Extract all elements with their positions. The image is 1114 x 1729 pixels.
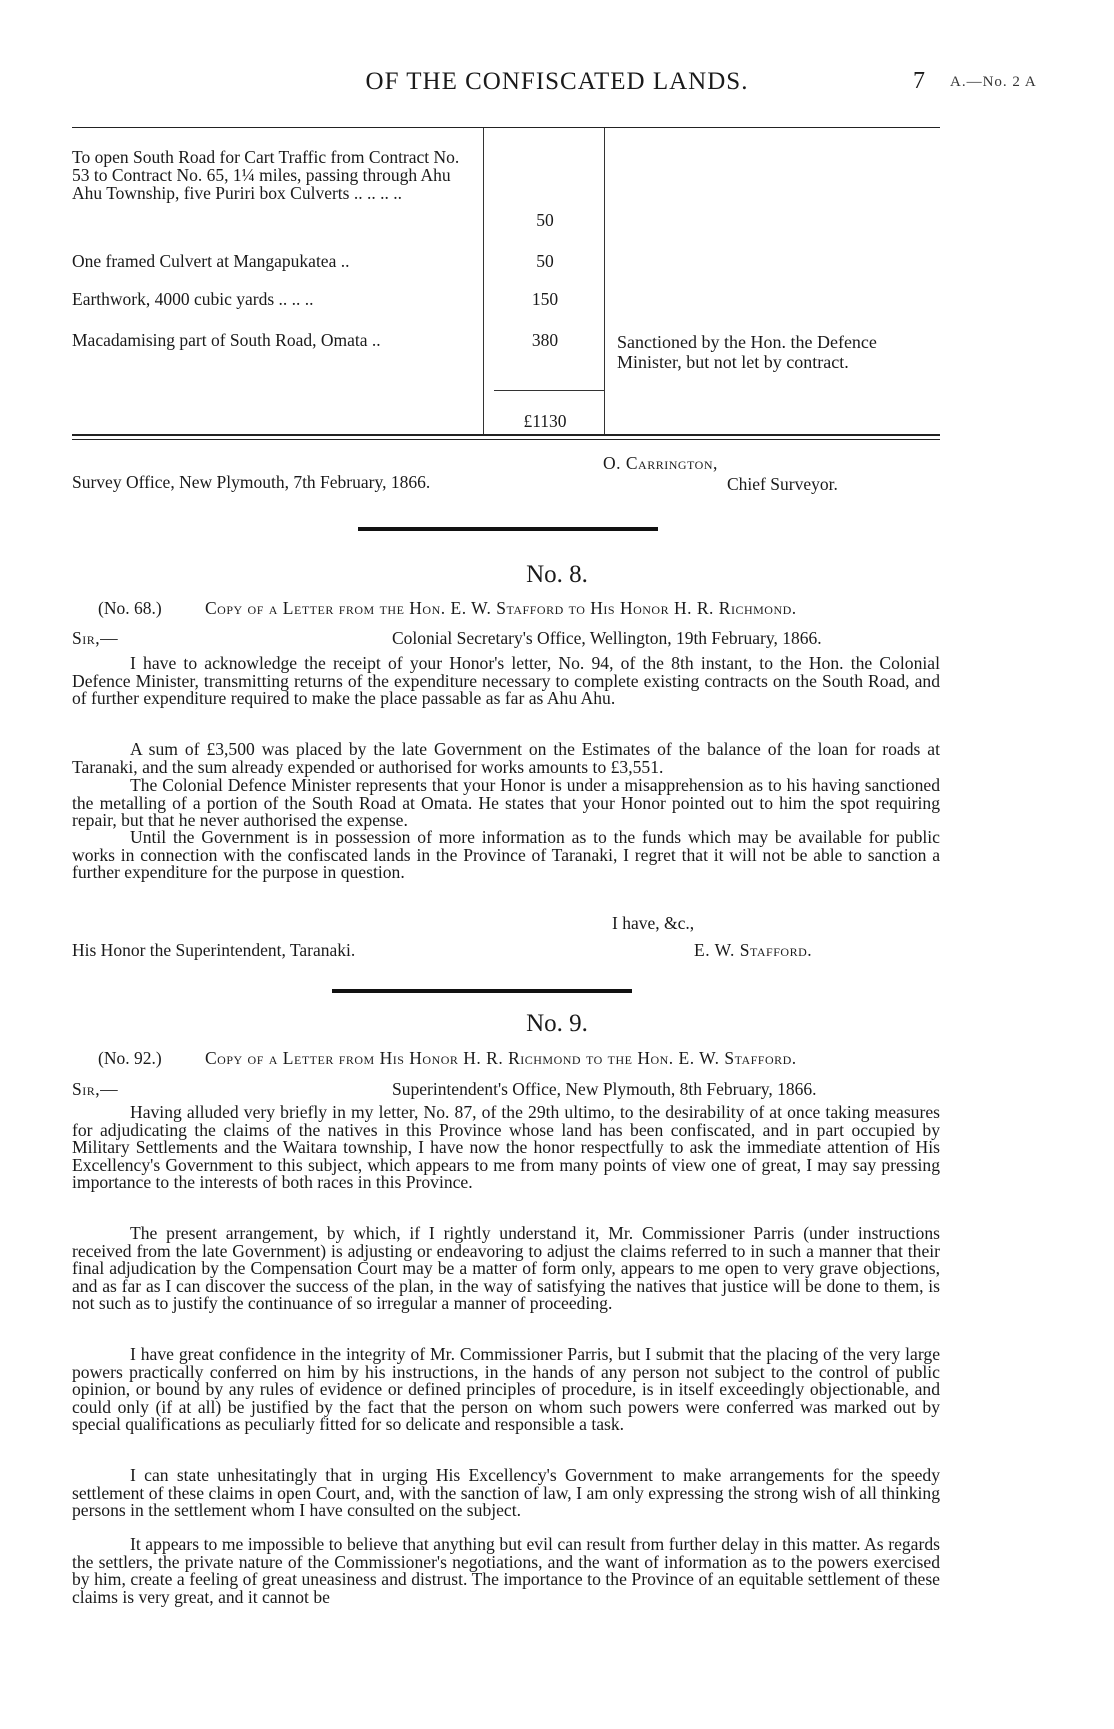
- letter-8-paragraph: Until the Government is in possession of more information as to the funds which may be available for public works in connection with the confiscated lands in the Province of Taranaki, I regret that it will not be able to sanction a further expenditure for the purpose in question.: [72, 827, 940, 883]
- table-row-amount: 380: [531, 330, 559, 350]
- letter-9-salutation: Sir,—: [72, 1079, 119, 1099]
- letter-9-paragraph: Having alluded very briefly in my letter, No. 87, of the 29th ultimo, to the desirability of at once taking measures for adjudicating the claims of the natives in this Province whose land has been confiscated, and in part occupied by Military Settlements and the Waitara township, I have now the honor respectfully to ask the immediate attention of His Excellency's Government to this subject, which appears to me from many points of view one of great, I may say pressing importance to the interests of both races in this Province.: [72, 1102, 940, 1193]
- letter-8-closing: I have, &c.,: [612, 913, 695, 933]
- letter-9-dateline: Superintendent's Office, New Plymouth, 8th February, 1866.: [392, 1079, 817, 1099]
- total-rule: [494, 390, 604, 391]
- letter-9-from-line: Copy of a Letter from His Honor H. R. Richmond to the Hon. E. W. Stafford.: [205, 1048, 797, 1068]
- table-column-divider-left: [483, 128, 484, 434]
- letter-8-paragraph: The Colonial Defence Minister represents that your Honor is under a misapprehension as to his having sanctioned the metalling of a portion of the South Road at Omata. He states that your Honor pointed out to him the spot requiring repair, but that he never authorised the expense.: [72, 775, 940, 831]
- letter-8-ref: (No. 68.): [98, 598, 162, 618]
- table-row-remark: Sanctioned by the Hon. the Defence Minister, but not let by contract.: [617, 332, 877, 372]
- table-row-description: Earthwork, 4000 cubic yards .. .. ..: [72, 289, 314, 309]
- letter-8-signature: E. W. Stafford.: [694, 940, 813, 960]
- letter-8-heading: No. 8.: [526, 561, 588, 588]
- table-bottom-rule: [72, 434, 940, 436]
- table-row-amount: 50: [536, 251, 554, 271]
- letter-8-paragraph: A sum of £3,500 was placed by the late Government on the Estimates of the balance of the loan for roads at Taranaki, and the sum already expended or authorised for works amounts to £3,551.: [72, 739, 940, 777]
- letter-8-paragraph: I have to acknowledge the receipt of your Honor's letter, No. 94, of the 8th instant, to the Hon. the Colonial Defence Minister, transmitting returns of the expenditure necessary to complete existing contracts on the South Road, and of further expenditure required to make the place passable as far as Ahu Ahu.: [72, 653, 940, 709]
- paper-reference: A.—No. 2 A: [950, 74, 1037, 90]
- letter-9-paragraph: I can state unhesitatingly that in urging His Excellency's Government to make arrangements for the speedy settlement of these claims in open Court, and, with the sanction of law, I am only expressing the strong wish of all thinking persons in the settlement whom I have consulted on the subject.: [72, 1465, 940, 1521]
- table-row-amount: 150: [531, 289, 559, 309]
- table-column-divider-right: [604, 128, 605, 434]
- letter-9-paragraph: It appears to me impossible to believe that anything but evil can result from further delay in this matter. As regards the settlers, the private nature of the Commissioner's negotiations, and the want of information as to the powers exercised by him, create a feeling of great uneasiness and distrust. The importance to the Province of an equitable settlement of these claims is very great, and it cannot be: [72, 1534, 940, 1607]
- running-title: OF THE CONFISCATED LANDS.: [365, 68, 749, 95]
- letter-8-addressee: His Honor the Superintendent, Taranaki.: [72, 940, 356, 960]
- section-separator: [332, 989, 632, 993]
- table-row-description: One framed Culvert at Mangapukatea ..: [72, 251, 350, 271]
- surveyor-title: Chief Surveyor.: [727, 474, 838, 494]
- survey-place-date: Survey Office, New Plymouth, 7th February, 1866.: [72, 472, 431, 492]
- page-number: 7: [913, 68, 925, 94]
- table-row-amount: 50: [536, 210, 554, 230]
- letter-8-dateline: Colonial Secretary's Office, Wellington, 19th February, 1866.: [392, 628, 822, 648]
- section-separator: [358, 527, 658, 531]
- letter-9-heading: No. 9.: [526, 1010, 588, 1037]
- letter-8-salutation: Sir,—: [72, 628, 119, 648]
- table-row-description: To open South Road for Cart Traffic from Contract No. 53 to Contract No. 65, 1¼ miles, passing through Ahu Ahu Township, five Puriri box Culverts .. .. .. ..: [72, 147, 460, 203]
- letter-9-ref: (No. 92.): [98, 1048, 162, 1068]
- table-top-rule: [72, 127, 940, 128]
- table-bottom-rule-thin: [72, 439, 940, 440]
- letter-9-paragraph: I have great confidence in the integrity of Mr. Commissioner Parris, but I submit that the placing of the very large powers practically conferred on him by his instructions, in the hands of any person not subject to the control of public opinion, or bound by any rules of evidence or defined principles of procedure, is in itself exceedingly objectionable, and could only (if at all) be justified by the fact that the person on whom such powers were conferred was marked out by special qualifications as peculiarly fitted for so delicate and responsible a task.: [72, 1344, 940, 1435]
- surveyor-name: O. Carrington,: [603, 453, 718, 473]
- table-row-description: Macadamising part of South Road, Omata ..: [72, 330, 381, 350]
- letter-9-paragraph: The present arrangement, by which, if I rightly understand it, Mr. Commissioner Parris (under instructions received from the late Government) is adjusting or endeavoring to adjust the claims referred to in such a manner that their final adjudication by the Compensation Court may be a matter of form only, appears to me open to very grave objections, and as far as I can discover the success of the plan, in the way of satisfying the natives that justice will be done to them, is not such as to justify the continuance of so irregular a manner of proceeding.: [72, 1223, 940, 1314]
- table-total: £1130: [523, 411, 567, 431]
- letter-8-from-line: Copy of a Letter from the Hon. E. W. Stafford to His Honor H. R. Richmond.: [205, 598, 797, 618]
